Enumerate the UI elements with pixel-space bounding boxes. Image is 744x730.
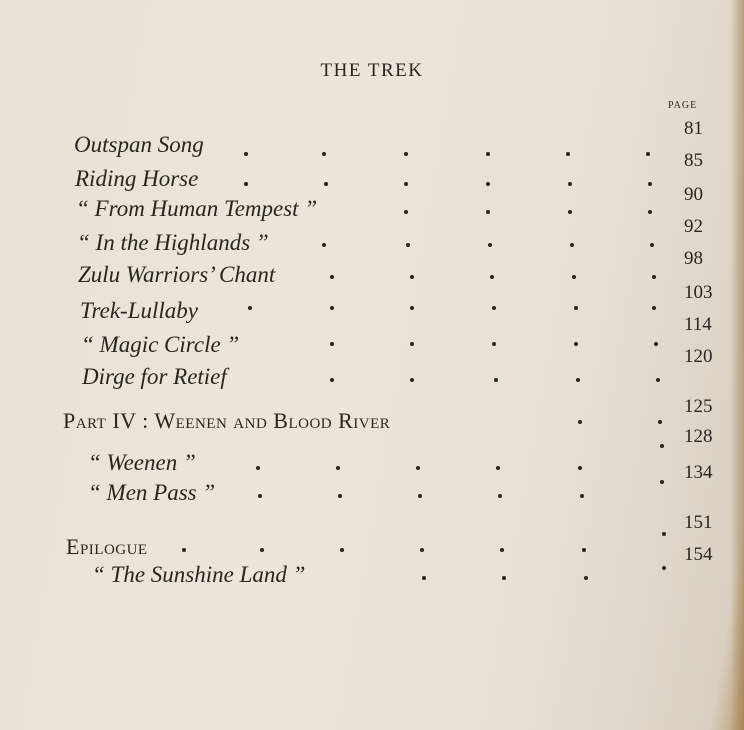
leader-dot (486, 210, 490, 214)
leader-dot (410, 275, 414, 279)
leader-dot (648, 210, 652, 214)
leader-dot (330, 342, 334, 346)
entry-page: 134 (684, 462, 713, 483)
entry-title: “ From Human Tempest ” (76, 196, 318, 221)
leader-dot (488, 243, 492, 247)
leader-dot (576, 378, 580, 382)
entry-page: 151 (684, 512, 713, 533)
leader-dot (574, 342, 578, 346)
leader-dot (656, 378, 660, 382)
leader-dot (652, 275, 656, 279)
leader-dot (574, 306, 578, 310)
toc-entry (0, 426, 744, 480)
toc-entry (0, 118, 744, 162)
toc-entry (0, 282, 744, 328)
entry-title: “ The Sunshine Land ” (92, 562, 306, 587)
leader-dot (568, 210, 572, 214)
leader-dot (502, 576, 506, 580)
leader-dot (322, 243, 326, 247)
entry-page: 120 (684, 346, 713, 367)
leader-dot (578, 466, 582, 470)
leader-dot (490, 275, 494, 279)
leader-dot (660, 444, 664, 448)
leader-dot (660, 480, 664, 484)
entry-title: Dirge for Retief (82, 364, 227, 389)
leader-dot (418, 494, 422, 498)
entry-title: “ Weenen ” (88, 450, 196, 475)
leader-dot (498, 494, 502, 498)
entry-page: 81 (684, 118, 703, 139)
leader-dot (404, 182, 408, 186)
leader-dot (422, 576, 426, 580)
entry-title: Trek-Lullaby (80, 298, 198, 323)
leader-dot (244, 152, 248, 156)
leader-dot (568, 182, 572, 186)
leader-dot (420, 548, 424, 552)
leader-dot (566, 152, 570, 156)
leader-dot (260, 548, 264, 552)
leader-dot (340, 548, 344, 552)
leader-dot (652, 306, 656, 310)
entry-page: 90 (684, 184, 703, 205)
leader-dot (248, 306, 252, 310)
entry-page: 154 (684, 544, 713, 565)
leader-dot (258, 494, 262, 498)
leader-dot (244, 182, 248, 186)
leader-dot (650, 243, 654, 247)
leader-dot (486, 182, 490, 186)
leader-dot (572, 275, 576, 279)
entry-title: “ Men Pass ” (88, 480, 216, 505)
leader-dot (492, 306, 496, 310)
leader-dot (500, 548, 504, 552)
leader-dot (324, 182, 328, 186)
entry-title: Zulu Warriors’ Chant (78, 262, 276, 287)
page-title: THE TREK (320, 60, 424, 81)
leader-dot (494, 378, 498, 382)
leader-dot (578, 420, 582, 424)
leader-dot (336, 466, 340, 470)
leader-dot (648, 182, 652, 186)
toc-entry (0, 184, 744, 226)
entry-page: 114 (684, 314, 712, 335)
page-column-label: PAGE (668, 100, 698, 111)
toc-entry (0, 346, 744, 394)
toc-entry (0, 216, 744, 260)
entry-title: Riding Horse (75, 166, 199, 191)
leader-dot (338, 494, 342, 498)
toc-entry (0, 150, 744, 196)
leader-dot (658, 420, 662, 424)
toc-entry (0, 396, 744, 438)
entry-page: 85 (684, 150, 703, 171)
entry-page: 125 (684, 396, 713, 417)
leader-dot (646, 152, 650, 156)
leader-dot (406, 243, 410, 247)
entry-title: “ In the Highlands ” (77, 230, 269, 255)
entry-page: 92 (684, 216, 703, 237)
leader-dot (330, 378, 334, 382)
entry-title: Epilogue (66, 534, 148, 559)
leader-dot (404, 210, 408, 214)
entry-page: 103 (684, 282, 713, 303)
toc-entry (0, 512, 744, 564)
toc-entry (0, 314, 744, 362)
leader-dot (570, 243, 574, 247)
leader-dot (662, 532, 666, 536)
leader-dot (410, 306, 414, 310)
leader-dot (486, 152, 490, 156)
entry-title: Part IV : Weenen and Blood River (63, 408, 391, 433)
leader-dot (256, 466, 260, 470)
leader-dot (410, 342, 414, 346)
entry-title: “ Magic Circle ” (81, 332, 240, 357)
leader-dot (584, 576, 588, 580)
leader-dot (410, 378, 414, 382)
leader-dot (416, 466, 420, 470)
entry-page: 128 (684, 426, 713, 447)
leader-dot (496, 466, 500, 470)
leader-dot (580, 494, 584, 498)
toc-entry (0, 248, 744, 292)
leader-dot (322, 152, 326, 156)
leader-dot (404, 152, 408, 156)
leader-dot (182, 548, 186, 552)
leader-dot (492, 342, 496, 346)
leader-dot (582, 548, 586, 552)
entry-title: Outspan Song (74, 132, 204, 157)
leader-dot (662, 566, 666, 570)
leader-dot (654, 342, 658, 346)
leader-dot (330, 306, 334, 310)
leader-dot (330, 275, 334, 279)
entry-page: 98 (684, 248, 703, 269)
